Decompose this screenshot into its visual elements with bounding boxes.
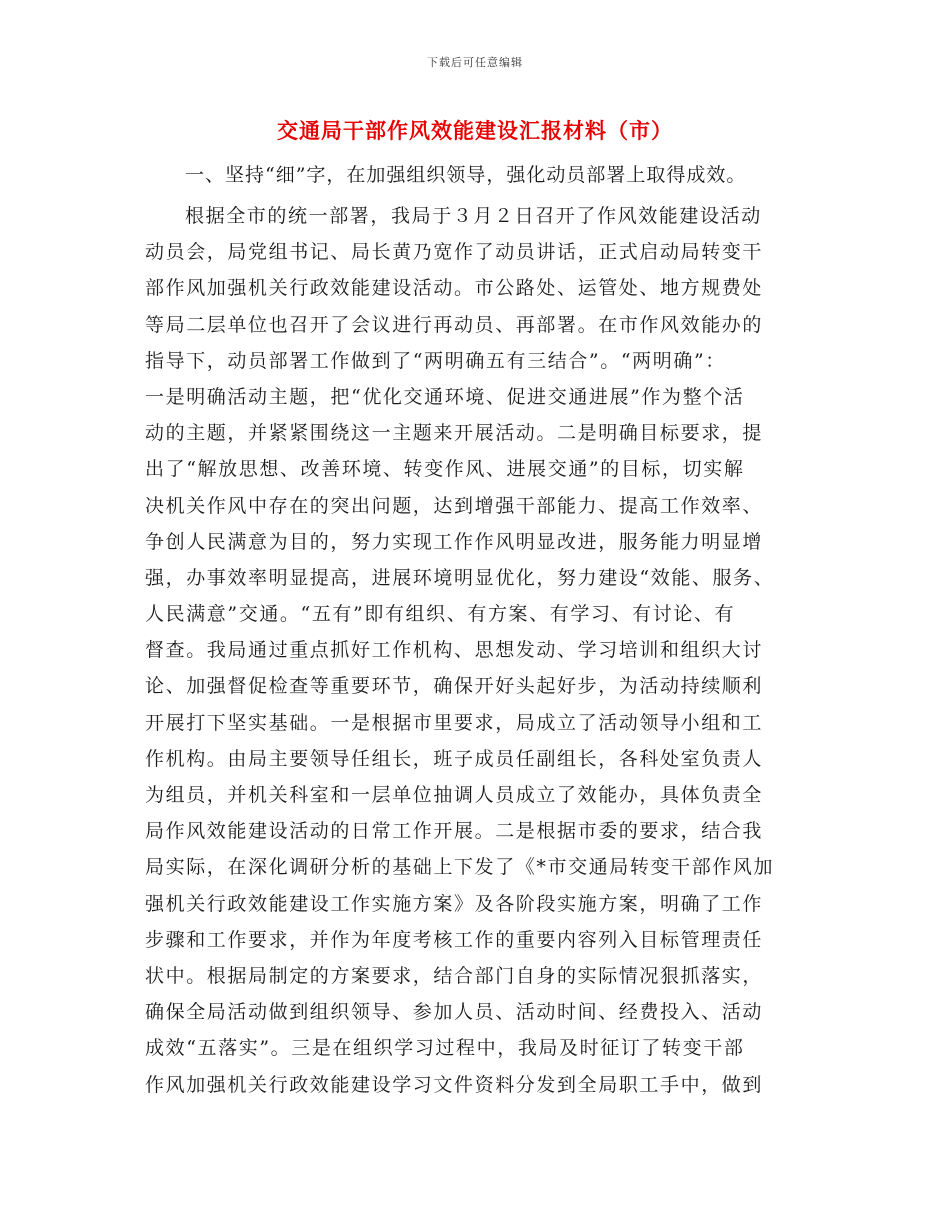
body-line: 根据全市的统一部署，我局于３月２日召开了作风效能建设活动 xyxy=(185,205,762,227)
body-line: 争创人民满意为目的，努力实现工作作风明显改进，服务能力明显增 xyxy=(145,530,764,553)
body-line: 论、加强督促检查等重要环节，确保开好头起好步，为活动持续顺利 xyxy=(145,675,764,698)
body-line: 强，办事效率明显提高，进展环境明显优化，努力建设“效能、服务、 xyxy=(145,566,775,589)
body-line: 决机关作风中存在的突出问题，达到增强干部能力、提高工作效率、 xyxy=(145,494,764,517)
body-line: 强机关行政效能建设工作实施方案》及各阶段实施方案，明确了工作 xyxy=(145,892,764,915)
body-line: 局实际，在深化调研分析的基础上下发了《*市交通局转变干部作风加 xyxy=(145,856,775,879)
body-line: 步骤和工作要求，并作为年度考核工作的重要内容列入目标管理责任 xyxy=(145,928,764,951)
body-line: 作风加强机关行政效能建设学习文件资料分发到全局职工手中，做到 xyxy=(145,1073,764,1096)
page-header-note: 下载后可任意编辑 xyxy=(427,56,523,69)
body-line: 局作风效能建设活动的日常工作开展。二是根据市委的要求，结合我 xyxy=(145,820,764,843)
body-text xyxy=(145,198,805,1103)
body-line: 指导下，动员部署工作做到了“两明确五有三结合”。“两明确”： xyxy=(145,349,726,372)
body-line: 出了“解放思想、改善环境、转变作风、进展交通”的目标，切实解 xyxy=(145,458,745,481)
body-line: 人民满意”交通。“五有”即有组织、有方案、有学习、有讨论、有 xyxy=(145,603,736,626)
document-title: 交通局干部作风效能建设汇报材料（市） xyxy=(277,118,673,143)
body-line: 一是明确活动主题，把“优化交通环境、促进交通进展”作为整个活 xyxy=(145,385,745,408)
body-line: 动员会，局党组书记、局长黄乃宽作了动员讲话，正式启动局转变干 xyxy=(145,241,764,264)
body-line: 等局二层单位也召开了会议进行再动员、再部署。在市作风效能办的 xyxy=(145,313,764,336)
body-line: 状中。根据局制定的方案要求，结合部门自身的实际情况狠抓落实， xyxy=(145,964,764,987)
body-line: 开展打下坚实基础。一是根据市里要求，局成立了活动领导小组和工 xyxy=(145,711,764,734)
body-line: 为组员，并机关科室和一层单位抽调人员成立了效能办，具体负责全 xyxy=(145,784,764,806)
body-line: 成效“五落实”。三是在组织学习过程中，我局及时征订了转变干部 xyxy=(145,1037,745,1060)
body-line: 确保全局活动做到组织领导、参加人员、活动时间、经费投入、活动 xyxy=(145,1001,764,1024)
body-line: 动的主题，并紧紧围绕这一主题来开展活动。二是明确目标要求，提 xyxy=(145,422,764,445)
body-line: 作机构。由局主要领导任组长，班子成员任副组长，各科处室负责人 xyxy=(145,747,764,770)
body-line: 督查。我局通过重点抓好工作机构、思想发动、学习培训和组织大讨 xyxy=(145,639,764,662)
section-heading: 一、坚持“细”字，在加强组织领导，强化动员部署上取得成效。 xyxy=(185,164,747,186)
body-line: 部作风加强机关行政效能建设活动。市公路处、运管处、地方规费处 xyxy=(145,277,764,300)
